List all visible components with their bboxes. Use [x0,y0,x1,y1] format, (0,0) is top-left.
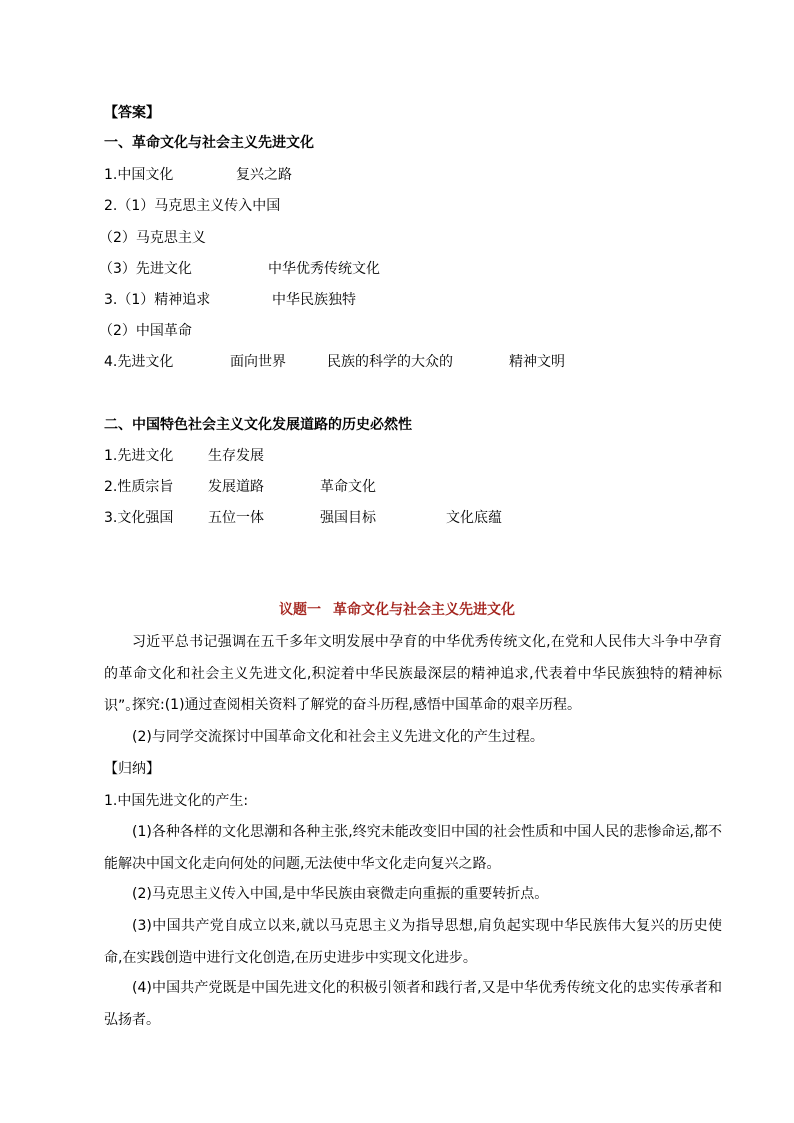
s2-row2-col3: 革命文化 [320,479,376,495]
s2-row3-col3: 强国目标 [320,510,376,526]
s1-row7-col1: 4.先进文化 [104,354,174,370]
s2-row2-col1: 2.性质宗旨 [104,479,174,495]
s2-row2-col2: 发展道路 [208,479,264,495]
s2-row3-col2: 五位一体 [208,510,264,526]
explore-question-2: (2)与同学交流探讨中国革命文化和社会主义先进文化的产生过程。 [132,729,544,745]
s2-row3-col4: 文化底蕴 [446,510,502,526]
answer-label: 【答案】 [104,105,160,121]
s1-row3-col1: （2）马克思主义 [99,230,206,246]
summary-subheading: 1.中国先进文化的产生: [104,793,249,809]
section1-heading: 一、革命文化与社会主义先进文化 [104,135,314,151]
summary-item-4: (4)中国共产党既是中国先进文化的积极引领者和践行者,又是中华优秀传统文化的忠实传承者和弘扬者。 [104,980,722,1028]
s1-row1-col1: 1.中国文化 [104,167,174,183]
topic-title: 革命文化与社会主义先进文化 [333,602,515,618]
s1-row4-col1: （3）先进文化 [99,261,192,277]
s2-row1-col1: 1.先进文化 [104,448,174,464]
s1-row7-col4: 精神文明 [509,354,565,370]
section2-heading: 二、中国特色社会主义文化发展道路的历史必然性 [104,417,412,433]
summary-item-1: (1)各种各样的文化思潮和各种主张,终究未能改变旧中国的社会性质和中国人民的悲惨命运,都不能解决中国文化走向何处的问题,无法使中华文化走向复兴之路。 [104,824,722,872]
s1-row5-col2: 中华民族独特 [272,292,356,308]
topic-prefix: 议题一 [279,602,321,618]
summary-item-3: (3)中国共产党自成立以来,就以马克思主义为指导思想,肩负起实现中华民族伟大复兴的历史使命,在实践创造中进行文化创造,在历史进步中实现文化进步。 [104,918,722,966]
s1-row2-col1: 2.（1）马克思主义传入中国 [104,198,281,214]
s1-row4-col2: 中华优秀传统文化 [268,261,380,277]
s1-row7-col3: 民族的科学的大众的 [327,354,453,370]
topic-heading [0,600,794,620]
s1-row1-col2: 复兴之路 [236,167,292,183]
s1-row6-col1: （2）中国革命 [99,323,192,339]
s2-row3-col1: 3.文化强国 [104,510,174,526]
s2-row1-col2: 生存发展 [208,448,264,464]
explore-question-1: 探究:(1)通过查阅相关资料了解党的奋斗历程,感悟中国革命的艰辛历程。 [132,697,581,713]
s1-row7-col2: 面向世界 [230,354,286,370]
summary-label: 【归纳】 [104,761,160,777]
summary-item-2: (2)马克思主义传入中国,是中华民族由衰微走向重振的重要转折点。 [132,886,549,902]
intro-paragraph: 习近平总书记强调在五千多年文明发展中孕育的中华优秀传统文化,在党和人民伟大斗争中孕育的革命文化和社会主义先进文化,积淀着中华民族最深层的精神追求,代表着中华民族独特的精神标识”。 [104,634,722,714]
s1-row5-col1: 3.（1）精神追求 [104,292,211,308]
